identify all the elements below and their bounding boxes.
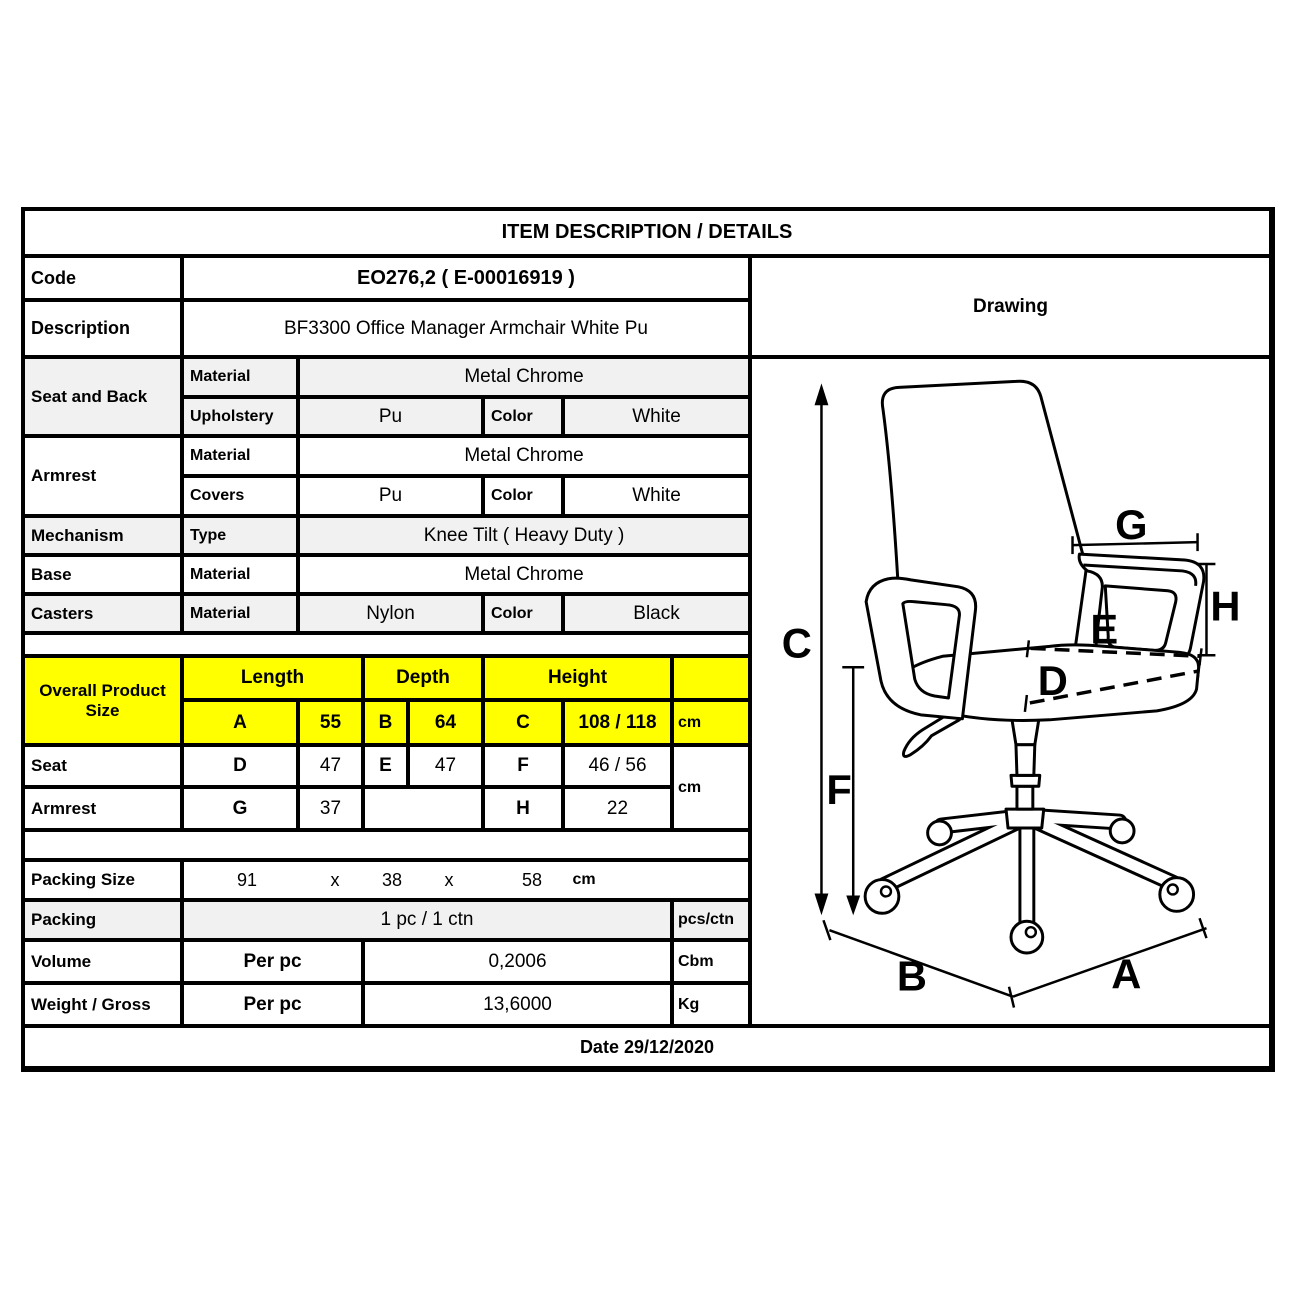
seat-and-back-upholstery-label: Upholstery bbox=[182, 397, 298, 436]
packing-size-dim1: 91 bbox=[236, 869, 258, 890]
dim-d-key: D bbox=[182, 745, 298, 787]
armrest-color-value: White bbox=[563, 476, 750, 516]
dim-h-value: 22 bbox=[563, 787, 672, 830]
volume-basis: Per pc bbox=[182, 940, 363, 983]
date-row: Date 29/12/2020 bbox=[23, 1026, 1271, 1068]
base-label: Base bbox=[23, 555, 182, 594]
dim-f-key: F bbox=[483, 745, 563, 787]
dim-b-key: B bbox=[363, 700, 408, 745]
packing-label: Packing bbox=[23, 900, 182, 940]
spacer-row bbox=[23, 633, 750, 656]
dim-d-value: 47 bbox=[298, 745, 363, 787]
dim-h-key: H bbox=[483, 787, 563, 830]
seat-and-back-material-label: Material bbox=[182, 357, 298, 397]
packing-size-dim3: 58 bbox=[521, 869, 543, 890]
dim-label-g: G bbox=[1115, 501, 1148, 549]
casters-material-value: Nylon bbox=[298, 594, 483, 633]
dim-e-key: E bbox=[363, 745, 408, 787]
mechanism-type-value: Knee Tilt ( Heavy Duty ) bbox=[298, 516, 750, 555]
dim-b-value: 64 bbox=[408, 700, 483, 745]
length-header: Length bbox=[182, 656, 363, 700]
dim-f-value: 46 / 56 bbox=[563, 745, 672, 787]
casters-label: Casters bbox=[23, 594, 182, 633]
dim-c-key: C bbox=[483, 700, 563, 745]
dim-label-b: B bbox=[896, 952, 927, 1000]
height-header: Height bbox=[483, 656, 672, 700]
dim-a-value: 55 bbox=[298, 700, 363, 745]
casters-color-label: Color bbox=[483, 594, 563, 633]
code-label: Code bbox=[23, 256, 182, 300]
packing-size-value bbox=[182, 860, 750, 900]
dim-a-key: A bbox=[182, 700, 298, 745]
dim-empty-cell bbox=[363, 787, 483, 830]
packing-size-dim2: 38 bbox=[381, 869, 403, 890]
casters-color-value: Black bbox=[563, 594, 750, 633]
depth-header: Depth bbox=[363, 656, 483, 700]
weight-label: Weight / Gross bbox=[23, 983, 182, 1026]
seat-and-back-color-value: White bbox=[563, 397, 750, 436]
overall-size-label: Overall Product Size bbox=[23, 656, 182, 745]
seat-armrest-unit: cm bbox=[672, 745, 750, 830]
drawing-panel-title: Drawing bbox=[750, 256, 1271, 357]
seat-and-back-label: Seat and Back bbox=[23, 357, 182, 436]
packing-size-sep1: x bbox=[330, 869, 340, 890]
dim-label-e: E bbox=[1090, 605, 1119, 653]
packing-size-label: Packing Size bbox=[23, 860, 182, 900]
armrest-dim-label: Armrest bbox=[23, 787, 182, 830]
gas-lift-drawing bbox=[866, 381, 1204, 828]
packing-unit: pcs/ctn bbox=[672, 900, 750, 940]
overall-unit: cm bbox=[672, 700, 750, 745]
chair-drawing-svg bbox=[752, 359, 1269, 1028]
unit-header-empty bbox=[672, 656, 750, 700]
armrest-covers-label: Covers bbox=[182, 476, 298, 516]
dim-c-value: 108 / 118 bbox=[563, 700, 672, 745]
seat-and-back-upholstery-value: Pu bbox=[298, 397, 483, 436]
drawing-panel bbox=[750, 357, 1271, 1026]
dim-g-key: G bbox=[182, 787, 298, 830]
dim-label-f: F bbox=[826, 766, 852, 814]
packing-value: 1 pc / 1 ctn bbox=[182, 900, 672, 940]
dim-label-h: H bbox=[1210, 582, 1241, 630]
seat-and-back-material-value: Metal Chrome bbox=[298, 357, 750, 397]
mechanism-label: Mechanism bbox=[23, 516, 182, 555]
seat-and-back-color-label: Color bbox=[483, 397, 563, 436]
dim-label-c: C bbox=[781, 619, 812, 667]
armrest-material-value: Metal Chrome bbox=[298, 436, 750, 476]
dim-e-value: 47 bbox=[408, 745, 483, 787]
armrest-color-label: Color bbox=[483, 476, 563, 516]
armrest-material-label: Material bbox=[182, 436, 298, 476]
dim-label-a: A bbox=[1111, 950, 1142, 998]
packing-size-sep2: x bbox=[444, 869, 454, 890]
weight-unit: Kg bbox=[672, 983, 750, 1026]
armrest-covers-value: Pu bbox=[298, 476, 483, 516]
volume-unit: Cbm bbox=[672, 940, 750, 983]
sheet-title: ITEM DESCRIPTION / DETAILS bbox=[23, 209, 1271, 256]
volume-label: Volume bbox=[23, 940, 182, 983]
armrest-label: Armrest bbox=[23, 436, 182, 516]
base-material-value: Metal Chrome bbox=[298, 555, 750, 594]
code-value: EO276,2 ( E-00016919 ) bbox=[182, 256, 750, 300]
dim-g-value: 37 bbox=[298, 787, 363, 830]
seat-dim-label: Seat bbox=[23, 745, 182, 787]
weight-basis: Per pc bbox=[182, 983, 363, 1026]
description-value: BF3300 Office Manager Armchair White Pu bbox=[182, 300, 750, 357]
dim-label-d: D bbox=[1037, 656, 1068, 704]
volume-value: 0,2006 bbox=[363, 940, 672, 983]
packing-size-unit: cm bbox=[572, 871, 596, 889]
spacer-row-2 bbox=[23, 830, 750, 860]
description-label: Description bbox=[23, 300, 182, 357]
casters-material-label: Material bbox=[182, 594, 298, 633]
weight-value: 13,6000 bbox=[363, 983, 672, 1026]
base-material-label: Material bbox=[182, 555, 298, 594]
mechanism-type-label: Type bbox=[182, 516, 298, 555]
